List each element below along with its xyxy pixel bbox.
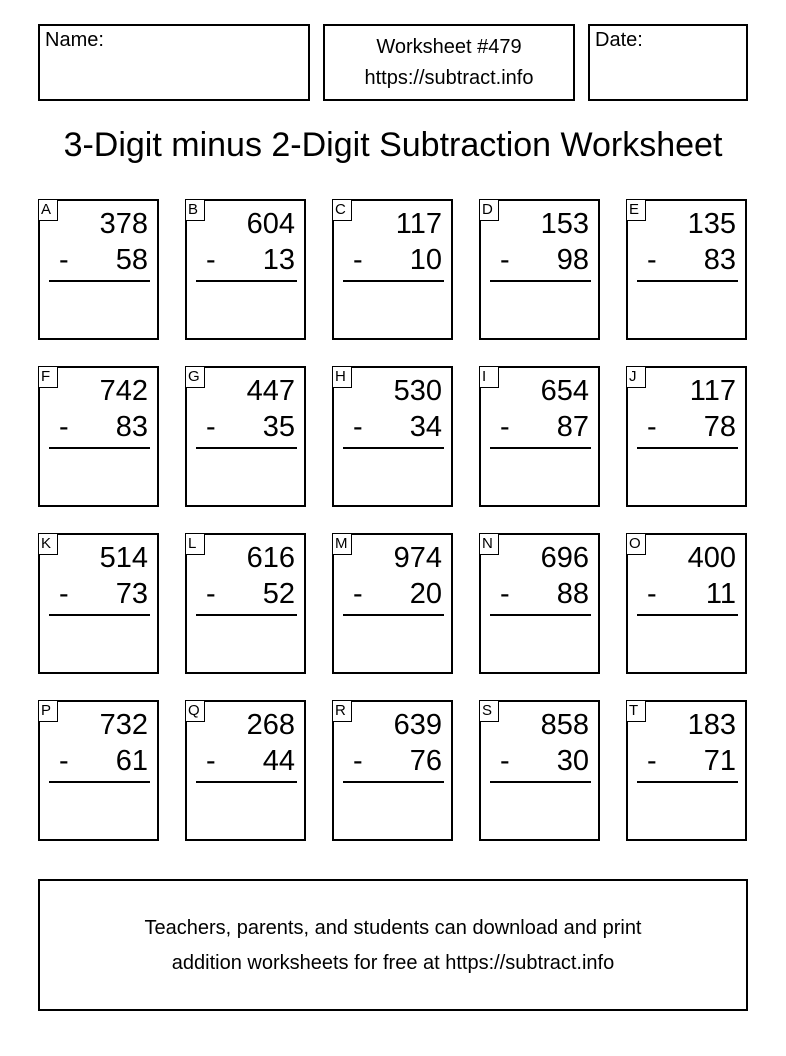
answer-line [343,280,444,282]
minus-sign: - [647,244,657,276]
minus-sign: - [206,244,216,276]
problem-letter: I [479,366,499,388]
answer-line [196,614,297,616]
minus-sign: - [500,411,510,443]
page-title: 3-Digit minus 2-Digit Subtraction Worksheet [63,126,723,164]
minus-sign: - [59,244,69,276]
answer-line [196,447,297,449]
minus-sign: - [647,411,657,443]
answer-line [343,614,444,616]
problem-box[interactable] [479,533,600,674]
problem-letter: F [38,366,58,388]
minuend: 447 [246,375,295,407]
answer-line [196,781,297,783]
answer-line [343,781,444,783]
problem-box[interactable] [185,700,306,841]
problem-box[interactable] [185,533,306,674]
worksheet-info-box [323,24,575,101]
answer-line [490,614,591,616]
subtrahend: 83 [115,411,148,443]
answer-line [343,447,444,449]
subtrahend: 73 [115,578,148,610]
answer-line [637,447,738,449]
minus-sign: - [353,578,363,610]
problem-letter: L [185,533,205,555]
problem-letter: E [626,199,646,221]
problem-box[interactable] [38,366,159,507]
minus-sign: - [500,244,510,276]
subtrahend: 76 [409,745,442,777]
problem-box[interactable] [38,533,159,674]
subtrahend: 88 [556,578,589,610]
problem-letter: R [332,700,352,722]
minuend: 153 [540,208,589,240]
minuend: 378 [99,208,148,240]
minuend: 654 [540,375,589,407]
minus-sign: - [647,745,657,777]
subtrahend: 35 [262,411,295,443]
subtrahend: 30 [556,745,589,777]
minus-sign: - [500,745,510,777]
minuend: 858 [540,709,589,741]
subtrahend: 44 [262,745,295,777]
date-label: Date: [595,29,643,51]
minus-sign: - [647,578,657,610]
footer-text-line-2: addition worksheets for free at https://subtract.info [171,952,615,974]
answer-line [637,614,738,616]
minuend: 616 [246,542,295,574]
subtrahend: 20 [409,578,442,610]
problem-letter: C [332,199,352,221]
answer-line [49,447,150,449]
answer-line [49,781,150,783]
answer-line [637,781,738,783]
problem-box[interactable] [332,199,453,340]
minus-sign: - [59,411,69,443]
answer-line [490,447,591,449]
problem-letter: T [626,700,646,722]
problem-box[interactable] [626,700,747,841]
minus-sign: - [353,745,363,777]
name-field-box[interactable] [38,24,310,101]
subtrahend: 78 [703,411,736,443]
problem-letter: H [332,366,352,388]
worksheet-url: https://subtract.info [364,67,534,89]
minus-sign: - [59,578,69,610]
subtrahend: 83 [703,244,736,276]
minus-sign: - [206,411,216,443]
problem-letter: M [332,533,352,555]
minus-sign: - [59,745,69,777]
minuend: 742 [99,375,148,407]
minuend: 639 [393,709,442,741]
minuend: 117 [395,208,442,240]
minuend: 604 [246,208,295,240]
problem-box[interactable] [332,533,453,674]
footer-text-line-1: Teachers, parents, and students can download and print [144,917,642,939]
subtrahend: 71 [703,745,736,777]
subtrahend: 58 [115,244,148,276]
subtrahend: 98 [556,244,589,276]
subtrahend: 10 [409,244,442,276]
footer-box [38,879,748,1011]
minus-sign: - [500,578,510,610]
problem-box[interactable] [185,199,306,340]
problem-box[interactable] [479,700,600,841]
problem-box[interactable] [332,366,453,507]
name-label: Name: [45,29,104,51]
subtrahend: 61 [115,745,148,777]
minuend: 732 [99,709,148,741]
problem-box[interactable] [626,366,747,507]
minuend: 974 [393,542,442,574]
subtrahend: 11 [705,578,736,610]
answer-line [490,781,591,783]
minuend: 400 [687,542,736,574]
problem-letter: K [38,533,58,555]
problem-box[interactable] [332,700,453,841]
minuend: 183 [687,709,736,741]
subtrahend: 52 [262,578,295,610]
subtrahend: 13 [262,244,295,276]
problem-letter: Q [185,700,205,722]
problem-letter: G [185,366,205,388]
minuend: 514 [99,542,148,574]
problem-box[interactable] [479,366,600,507]
minus-sign: - [353,411,363,443]
minuend: 530 [393,375,442,407]
problem-letter: S [479,700,499,722]
minuend: 135 [687,208,736,240]
problem-letter: J [626,366,646,388]
problem-box[interactable] [38,700,159,841]
answer-line [637,280,738,282]
minus-sign: - [353,244,363,276]
problem-letter: N [479,533,499,555]
problem-letter: A [38,199,58,221]
minuend: 117 [689,375,736,407]
problem-box[interactable] [185,366,306,507]
minus-sign: - [206,578,216,610]
answer-line [490,280,591,282]
subtrahend: 34 [409,411,442,443]
problem-letter: B [185,199,205,221]
minuend: 696 [540,542,589,574]
problem-box[interactable] [626,533,747,674]
problem-box[interactable] [479,199,600,340]
problem-box[interactable] [626,199,747,340]
date-field-box[interactable] [588,24,748,101]
subtrahend: 87 [556,411,589,443]
answer-line [196,280,297,282]
minuend: 268 [246,709,295,741]
minus-sign: - [206,745,216,777]
problem-letter: O [626,533,646,555]
problem-letter: D [479,199,499,221]
answer-line [49,614,150,616]
answer-line [49,280,150,282]
worksheet-number: Worksheet #479 [376,36,522,58]
problem-letter: P [38,700,58,722]
problem-box[interactable] [38,199,159,340]
